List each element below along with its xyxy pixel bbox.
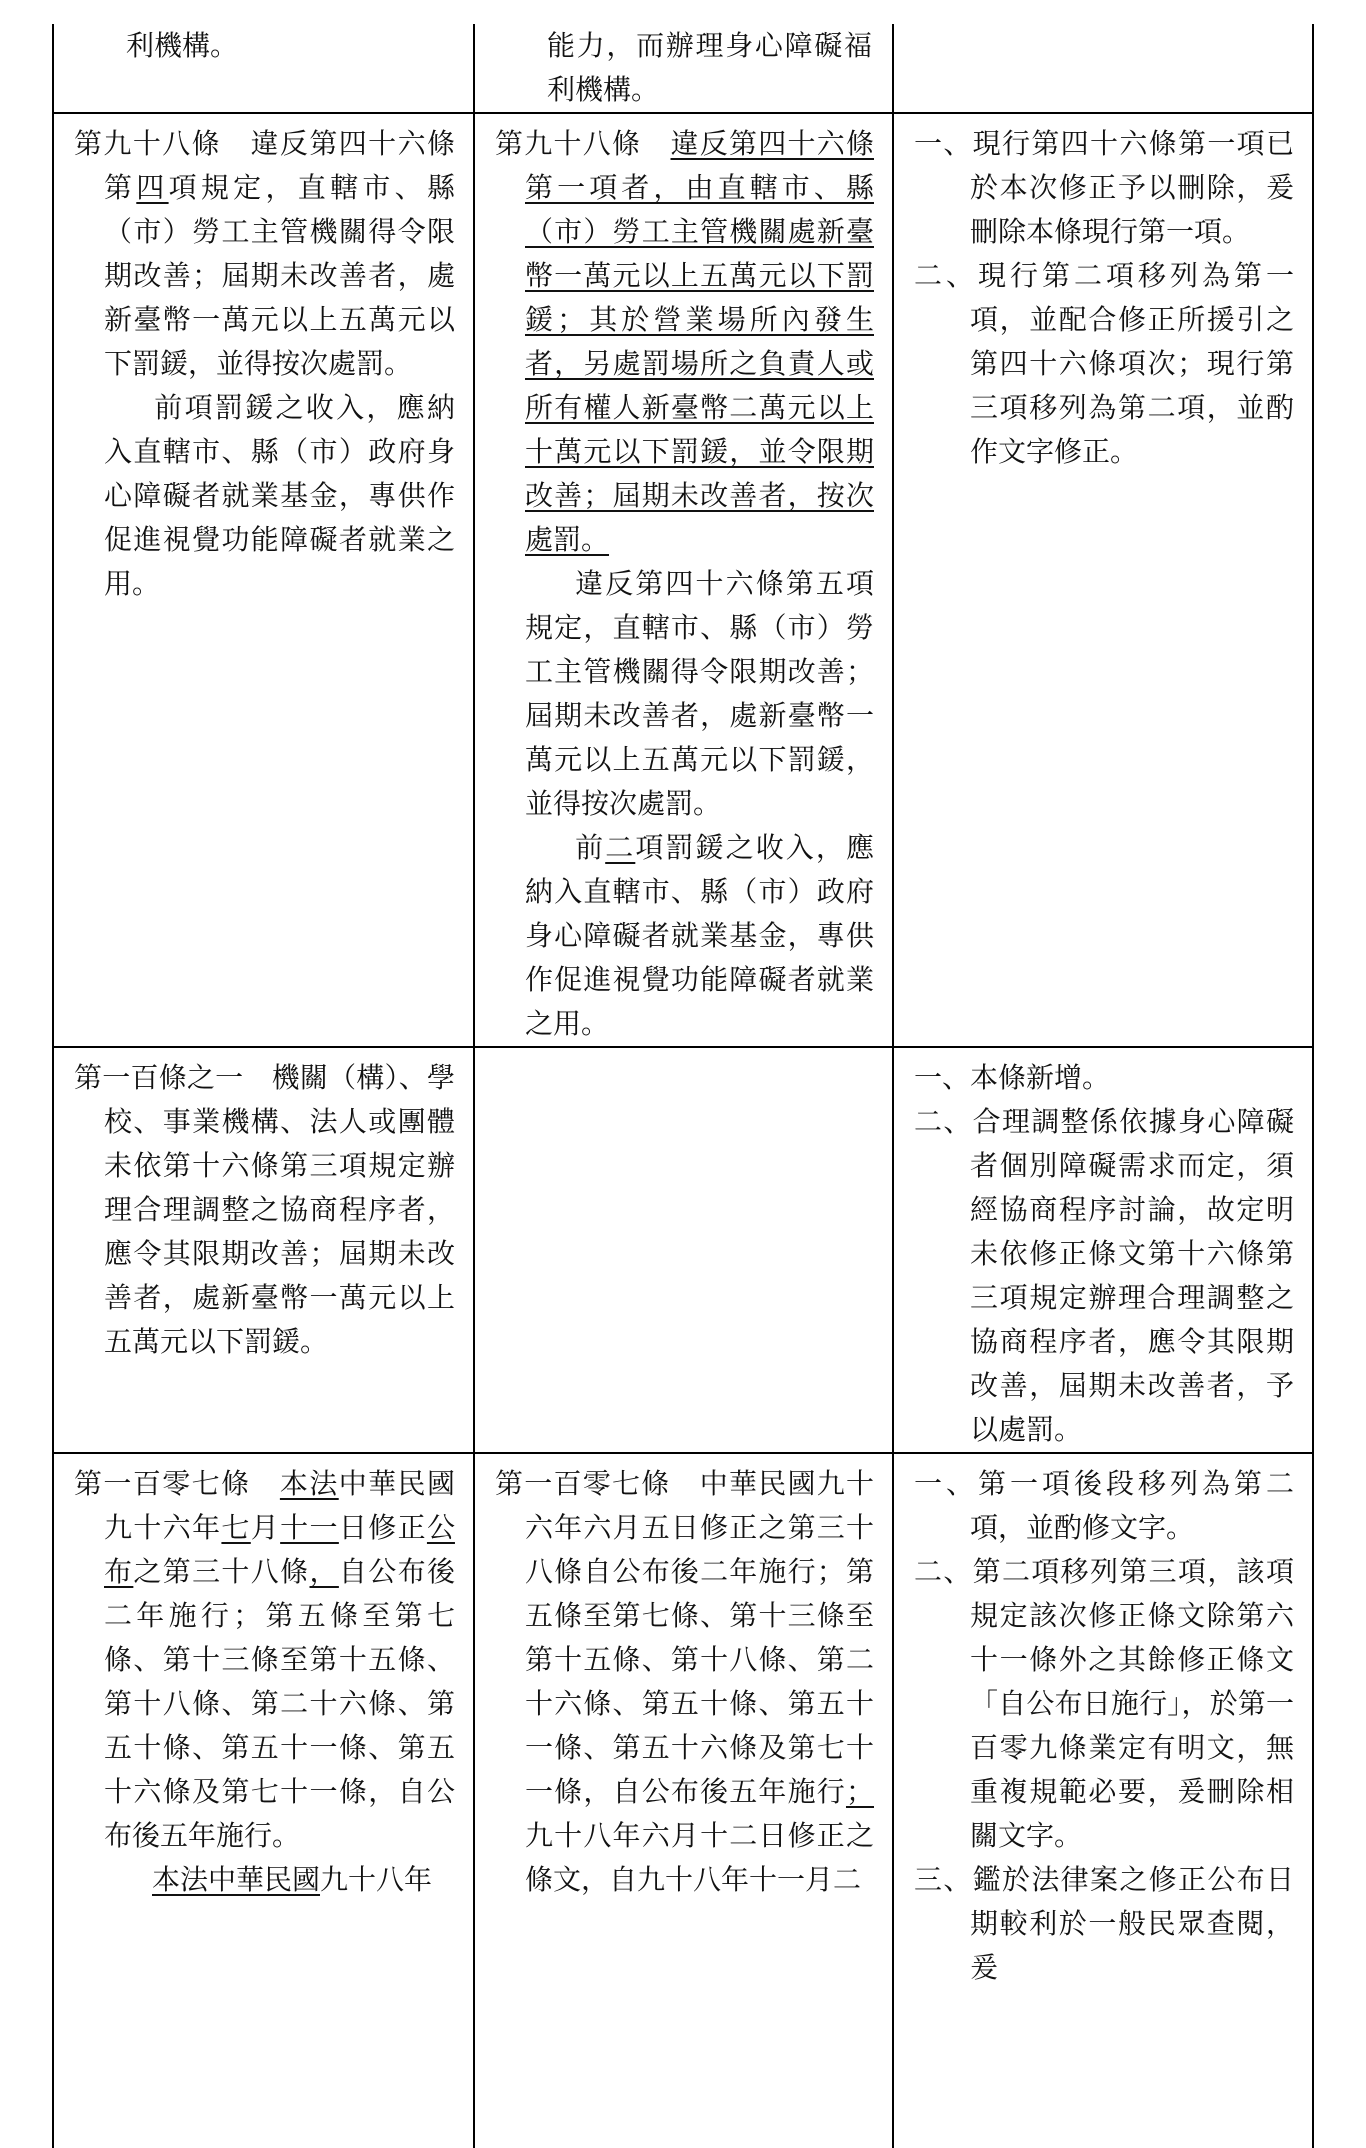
article-98-amended-para-1: 第九十八條 違反第四十六條第四項規定，直轄市、縣（市）勞工主管機關得令限期改善；屆期未改善者，處新臺幣一萬元以上五萬元以下罰鍰，並得按次處罰。	[74, 127, 455, 380]
amended-text-cell	[53, 1047, 474, 1453]
article-107-amended-para-2: 本法中華民國九十八年	[152, 1863, 433, 1896]
amended-text-cell	[53, 24, 474, 113]
article-107-current-para-1: 第一百零七條 中華民國九十六年六月五日修正之第三十八條自公布後二年施行；第五條至第七條、第十三條至第十五條、第十八條、第二十六條、第五十條、第五十一條、第五十六條及第七十一條，自公布後五年施行；九十八年六月十二日修正之條文，自九十八年十一月二	[495, 1467, 874, 1896]
explanation-cell	[893, 24, 1313, 113]
explanation-item: 二、合理調整係依據身心障礙者個別障礙需求而定，須經協商程序討論，故定明未依修正條文第十六條第三項規定辦理合理調整之協商程序者，應令其限期改善，屆期未改善者，予以處罰。	[914, 1105, 1294, 1446]
article-98-current-para-3: 前二項罰鍰之收入，應納入直轄市、縣（市）政府身心障礙者就業基金，專供作促進視覺功能障礙者就業之用。	[525, 831, 874, 1040]
table-row	[53, 1047, 1313, 1453]
current-text-cell	[474, 1047, 893, 1453]
article-98-current-para-2: 違反第四十六條第五項規定，直轄市、縣（市）勞工主管機關得令限期改善；屆期未改善者，處新臺幣一萬元以上五萬元以下罰鍰，並得按次處罰。	[525, 567, 874, 820]
explanation-cell	[893, 113, 1313, 1047]
explanation-item: 二、現行第二項移列為第一項，並配合修正所援引之第四十六條項次；現行第三項移列為第二項，並酌作文字修正。	[914, 259, 1294, 468]
amended-text-cell	[53, 113, 474, 1047]
table-row	[53, 113, 1313, 1047]
explanation-cell	[893, 1453, 1313, 2148]
article-107-amended-para-1: 第一百零七條 本法中華民國九十六年七月十一日修正公布之第三十八條，自公布後二年施行；第五條至第七條、第十三條至第十五條、第十八條、第二十六條、第五十條、第五十一條、第五十六條及第七十一條，自公布後五年施行。	[74, 1467, 455, 1852]
article-98-current-para-1: 第九十八條 違反第四十六條第一項者，由直轄市、縣（市）勞工主管機關處新臺幣一萬元以上五萬元以下罰鍰；其於營業場所內發生者，另處罰場所之負責人或所有權人新臺幣二萬元以上十萬元以下罰鍰，並令限期改善；屆期未改善者，按次處罰。	[495, 127, 874, 556]
article-100-1-amended-para: 第一百條之一 機關（構）、學校、事業機構、法人或團體未依第十六條第三項規定辦理合理調整之協商程序者，應令其限期改善；屆期未改善者，處新臺幣一萬元以上五萬元以下罰鍰。	[74, 1061, 455, 1358]
comparison-table-container	[52, 24, 1312, 2148]
explanation-item: 二、第二項移列第三項，該項規定該次修正條文除第六十一條外之其餘修正條文「自公布日施行」，於第一百零九條業定有明文，無重複規範必要，爰刪除相關文字。	[914, 1555, 1294, 1852]
explanation-cell	[893, 1047, 1313, 1453]
explanation-item: 三、鑑於法律案之修正公布日期較利於一般民眾查閱，爰	[914, 1863, 1294, 1984]
explanation-item: 一、第一項後段移列為第二項，並酌修文字。	[914, 1467, 1294, 1544]
current-text-cell	[474, 1453, 893, 2148]
table-row	[53, 1453, 1313, 2148]
amendment-comparison-table	[52, 24, 1314, 2148]
explanation-item: 一、本條新增。	[914, 1061, 1111, 1094]
current-text-cell	[474, 113, 893, 1047]
amended-text-cell	[53, 1453, 474, 2148]
article-98-amended-para-2: 前項罰鍰之收入，應納入直轄市、縣（市）政府身心障礙者就業基金，專供作促進視覺功能障礙者就業之用。	[104, 391, 455, 600]
current-text-cell	[474, 24, 893, 113]
table-row	[53, 24, 1313, 113]
continuation-text: 能力，而辦理身心障礙福利機構。	[547, 29, 872, 106]
explanation-item: 一、現行第四十六條第一項已於本次修正予以刪除，爰刪除本條現行第一項。	[914, 127, 1294, 248]
continuation-text: 利機構。	[126, 29, 239, 62]
